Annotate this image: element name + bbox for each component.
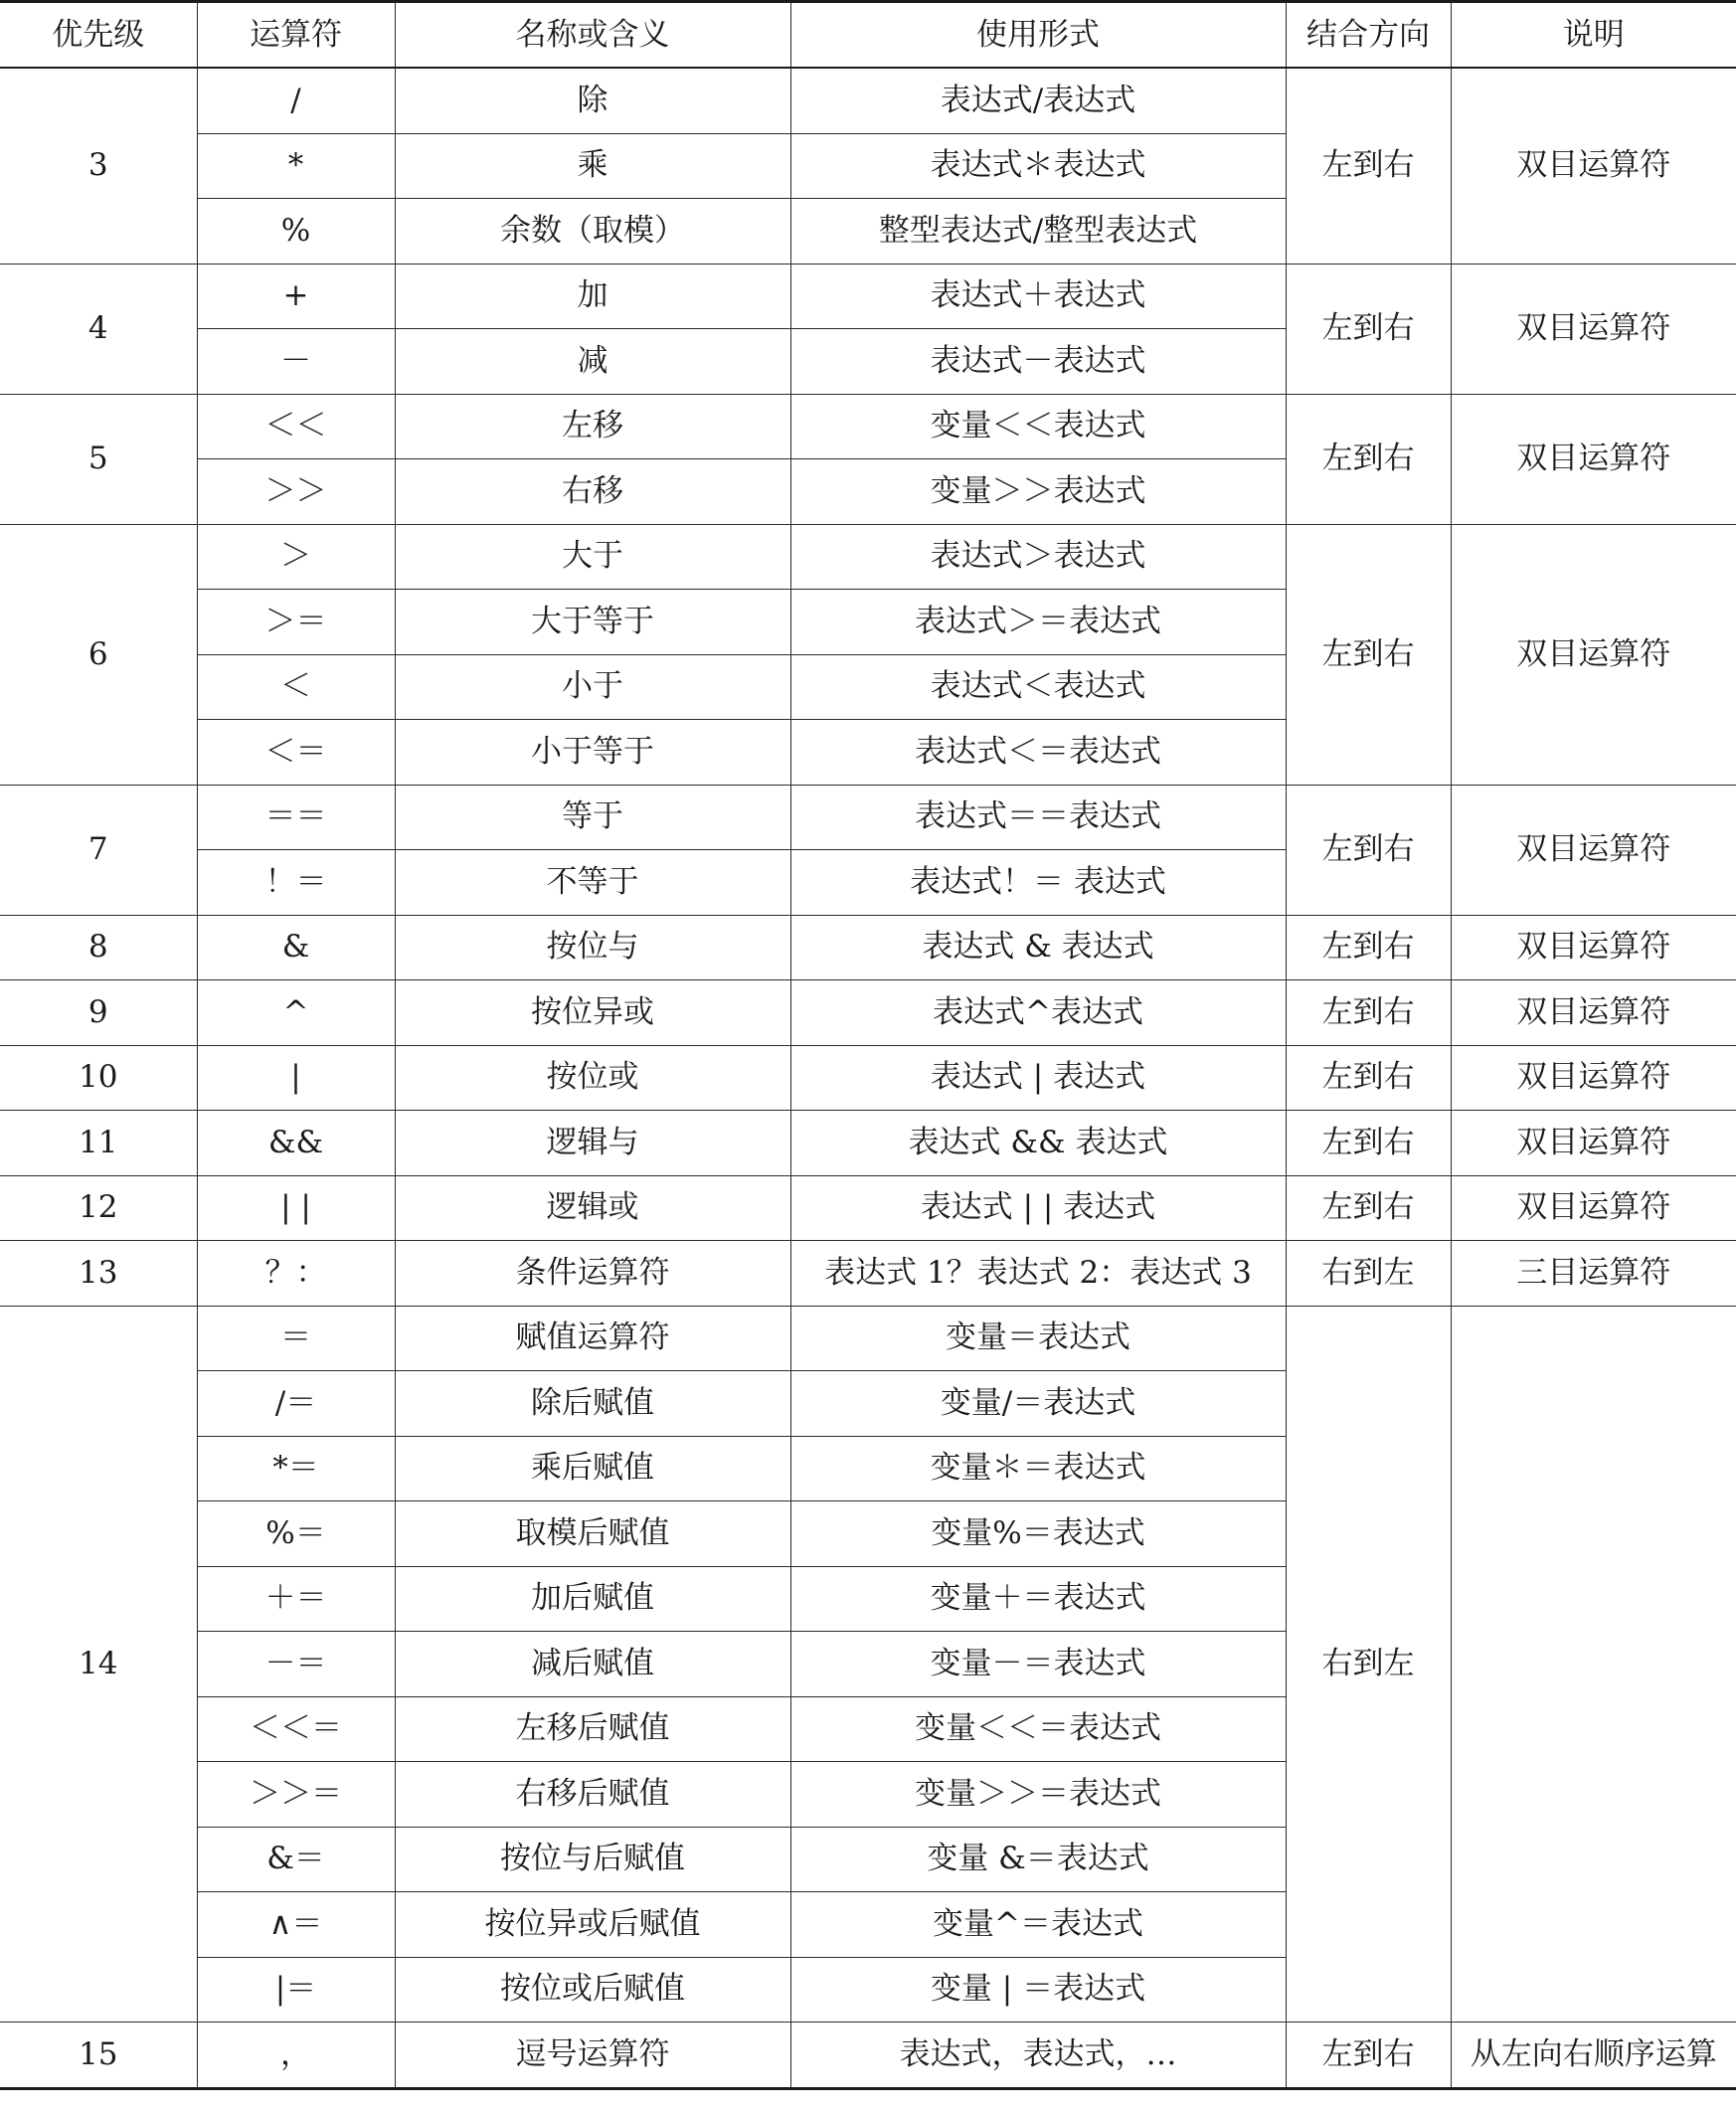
form-cell: 表达式 1？表达式 2：表达式 3 [790, 1241, 1286, 1307]
form-cell: 表达式 | 表达式 [790, 1045, 1286, 1111]
form-cell: 表达式－表达式 [790, 329, 1286, 395]
form-cell: 变量＝表达式 [790, 1306, 1286, 1371]
operator-cell: ＜＜ [197, 394, 395, 459]
operator-cell: ^ [197, 980, 395, 1046]
name-cell: 余数（取模） [395, 199, 790, 264]
operator-cell: ＜＜＝ [197, 1696, 395, 1762]
assoc-cell: 左到右 [1286, 915, 1451, 980]
table-row [0, 2023, 1736, 2089]
table-row [0, 785, 1736, 850]
form-cell: 表达式＞＝表达式 [790, 590, 1286, 655]
name-cell: 按位异或 [395, 980, 790, 1046]
form-cell: 表达式＝＝表达式 [790, 785, 1286, 850]
name-cell: 减 [395, 329, 790, 395]
form-cell: 变量 | ＝表达式 [790, 1957, 1286, 2023]
operator-cell: ， [197, 2023, 395, 2089]
name-cell: 乘 [395, 133, 790, 199]
table-row [0, 1306, 1736, 1371]
header-operator: 运算符 [197, 2, 395, 69]
operator-cell: ∧＝ [197, 1892, 395, 1958]
name-cell: 取模后赋值 [395, 1501, 790, 1567]
operator-cell: ＝ [197, 1306, 395, 1371]
header-form: 使用形式 [790, 2, 1286, 69]
name-cell: 乘后赋值 [395, 1436, 790, 1501]
note-cell: 双目运算符 [1451, 1111, 1736, 1176]
table-row [0, 1175, 1736, 1241]
name-cell: 大于 [395, 524, 790, 590]
priority-cell: 7 [0, 785, 197, 915]
priority-cell: 5 [0, 394, 197, 524]
operator-cell: ＝＝ [197, 785, 395, 850]
operator-cell: ＋＝ [197, 1566, 395, 1632]
name-cell: 按位与后赋值 [395, 1827, 790, 1892]
table-row [0, 1241, 1736, 1307]
name-cell: 按位或后赋值 [395, 1957, 790, 2023]
form-cell: 变量＞＞表达式 [790, 459, 1286, 525]
assoc-cell: 左到右 [1286, 785, 1451, 915]
operator-cell: && [197, 1111, 395, 1176]
assoc-cell: 左到右 [1286, 524, 1451, 785]
note-cell: 从左向右顺序运算 [1451, 2023, 1736, 2089]
operator-cell: ＞＞ [197, 459, 395, 525]
form-cell: 变量/＝表达式 [790, 1371, 1286, 1437]
name-cell: 除 [395, 68, 790, 133]
form-cell: 表达式＜表达式 [790, 654, 1286, 720]
operator-cell: ＞＝ [197, 590, 395, 655]
form-cell: 表达式^表达式 [790, 980, 1286, 1046]
operator-cell: & [197, 915, 395, 980]
name-cell: 加 [395, 264, 790, 329]
operator-cell: | [197, 1045, 395, 1111]
table-body [0, 68, 1736, 2088]
operator-cell: / [197, 68, 395, 133]
priority-cell: 3 [0, 68, 197, 264]
header-row [0, 2, 1736, 69]
form-cell: 变量－＝表达式 [790, 1632, 1286, 1697]
assoc-cell: 左到右 [1286, 980, 1451, 1046]
priority-cell: 6 [0, 524, 197, 785]
name-cell: 条件运算符 [395, 1241, 790, 1307]
form-cell: 表达式 | | 表达式 [790, 1175, 1286, 1241]
note-cell: 双目运算符 [1451, 394, 1736, 524]
name-cell: 按位与 [395, 915, 790, 980]
assoc-cell: 左到右 [1286, 2023, 1451, 2089]
assoc-cell: 左到右 [1286, 1111, 1451, 1176]
assoc-cell: 右到左 [1286, 1241, 1451, 1307]
operator-cell: + [197, 264, 395, 329]
form-cell: 表达式 && 表达式 [790, 1111, 1286, 1176]
form-cell: 变量＋＝表达式 [790, 1566, 1286, 1632]
form-cell: 表达式，表达式，… [790, 2023, 1286, 2089]
assoc-cell: 左到右 [1286, 1175, 1451, 1241]
form-cell: 表达式＋表达式 [790, 264, 1286, 329]
priority-cell: 15 [0, 2023, 197, 2089]
note-cell: 双目运算符 [1451, 524, 1736, 785]
operator-cell: % [197, 199, 395, 264]
operator-cell: － [197, 329, 395, 395]
name-cell: 按位或 [395, 1045, 790, 1111]
form-cell: 表达式＞表达式 [790, 524, 1286, 590]
priority-cell: 4 [0, 264, 197, 394]
table-row [0, 394, 1736, 459]
priority-cell: 9 [0, 980, 197, 1046]
table-header [0, 2, 1736, 69]
operator-cell: &＝ [197, 1827, 395, 1892]
priority-cell: 13 [0, 1241, 197, 1307]
note-cell: 双目运算符 [1451, 1045, 1736, 1111]
form-cell: 表达式＊表达式 [790, 133, 1286, 199]
operator-cell: ＞＞＝ [197, 1762, 395, 1828]
assoc-cell: 左到右 [1286, 1045, 1451, 1111]
operator-cell: ＞ [197, 524, 395, 590]
name-cell: 右移 [395, 459, 790, 525]
name-cell: 等于 [395, 785, 790, 850]
name-cell: 大于等于 [395, 590, 790, 655]
name-cell: 左移 [395, 394, 790, 459]
header-priority: 优先级 [0, 2, 197, 69]
operator-cell: | | [197, 1175, 395, 1241]
form-cell: 表达式 & 表达式 [790, 915, 1286, 980]
name-cell: 除后赋值 [395, 1371, 790, 1437]
table-row [0, 68, 1736, 133]
operator-cell: * [197, 133, 395, 199]
operator-cell: ！＝ [197, 850, 395, 916]
note-cell: 双目运算符 [1451, 785, 1736, 915]
name-cell: 逻辑或 [395, 1175, 790, 1241]
form-cell: 表达式/表达式 [790, 68, 1286, 133]
priority-cell: 8 [0, 915, 197, 980]
header-note: 说明 [1451, 2, 1736, 69]
priority-cell: 14 [0, 1306, 197, 2023]
operator-cell: ＜ [197, 654, 395, 720]
operator-cell: /＝ [197, 1371, 395, 1437]
header-assoc: 结合方向 [1286, 2, 1451, 69]
table-row [0, 524, 1736, 590]
priority-cell: 10 [0, 1045, 197, 1111]
form-cell: 变量 &＝表达式 [790, 1827, 1286, 1892]
form-cell: 变量^＝表达式 [790, 1892, 1286, 1958]
assoc-cell: 左到右 [1286, 264, 1451, 394]
form-cell: 变量%＝表达式 [790, 1501, 1286, 1567]
note-cell: 双目运算符 [1451, 1175, 1736, 1241]
operator-cell: |＝ [197, 1957, 395, 2023]
note-cell: 三目运算符 [1451, 1241, 1736, 1307]
operator-cell: ＜＝ [197, 720, 395, 786]
name-cell: 加后赋值 [395, 1566, 790, 1632]
note-cell: 双目运算符 [1451, 915, 1736, 980]
name-cell: 左移后赋值 [395, 1696, 790, 1762]
name-cell: 不等于 [395, 850, 790, 916]
note-cell: 双目运算符 [1451, 980, 1736, 1046]
header-name: 名称或含义 [395, 2, 790, 69]
name-cell: 赋值运算符 [395, 1306, 790, 1371]
note-cell: 双目运算符 [1451, 264, 1736, 394]
form-cell: 整型表达式/整型表达式 [790, 199, 1286, 264]
name-cell: 逻辑与 [395, 1111, 790, 1176]
table-row [0, 264, 1736, 329]
name-cell: 按位异或后赋值 [395, 1892, 790, 1958]
note-cell: 双目运算符 [1451, 68, 1736, 264]
name-cell: 减后赋值 [395, 1632, 790, 1697]
table-row [0, 980, 1736, 1046]
table-row [0, 1111, 1736, 1176]
priority-cell: 11 [0, 1111, 197, 1176]
assoc-cell: 左到右 [1286, 394, 1451, 524]
name-cell: 右移后赋值 [395, 1762, 790, 1828]
operator-cell: %＝ [197, 1501, 395, 1567]
operator-cell: *＝ [197, 1436, 395, 1501]
form-cell: 变量＜＜表达式 [790, 394, 1286, 459]
name-cell: 逗号运算符 [395, 2023, 790, 2089]
note-cell [1451, 1306, 1736, 2023]
name-cell: 小于 [395, 654, 790, 720]
assoc-cell: 左到右 [1286, 68, 1451, 264]
name-cell: 小于等于 [395, 720, 790, 786]
table-row [0, 1045, 1736, 1111]
form-cell: 表达式＜＝表达式 [790, 720, 1286, 786]
form-cell: 变量＊＝表达式 [790, 1436, 1286, 1501]
operator-cell: ？： [197, 1241, 395, 1307]
form-cell: 变量＜＜＝表达式 [790, 1696, 1286, 1762]
form-cell: 变量＞＞＝表达式 [790, 1762, 1286, 1828]
priority-cell: 12 [0, 1175, 197, 1241]
operator-cell: －＝ [197, 1632, 395, 1697]
form-cell: 表达式！＝ 表达式 [790, 850, 1286, 916]
assoc-cell: 右到左 [1286, 1306, 1451, 2023]
table-row [0, 915, 1736, 980]
